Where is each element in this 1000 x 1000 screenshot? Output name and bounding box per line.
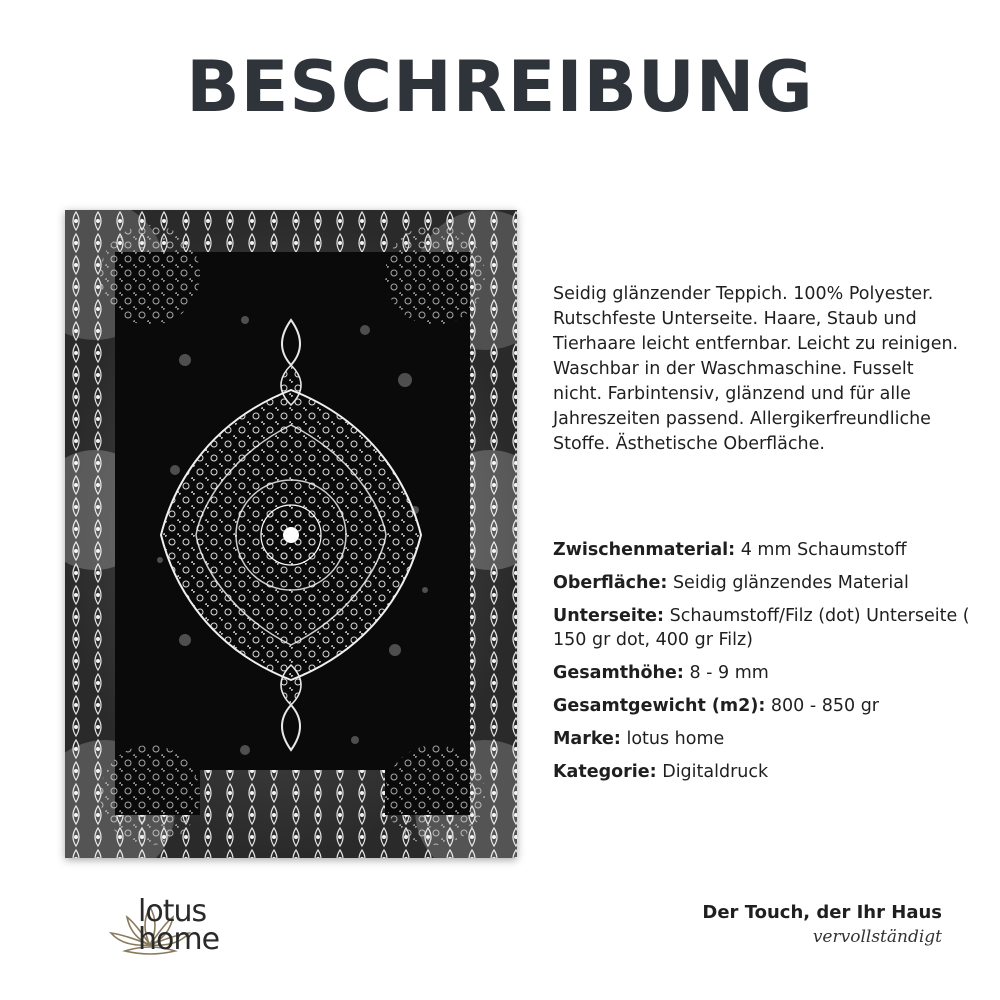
brand-line-2: home bbox=[138, 922, 220, 957]
spec-value: Seidig glänzendes Material bbox=[667, 573, 909, 593]
tagline-main: Der Touch, der Ihr Haus bbox=[702, 902, 942, 923]
spec-value: 800 - 850 gr bbox=[765, 696, 880, 716]
spec-value: 8 - 9 mm bbox=[683, 663, 769, 683]
spec-item bbox=[553, 760, 973, 784]
spec-value: lotus home bbox=[620, 729, 725, 749]
spec-item bbox=[553, 727, 973, 751]
brand-logo-text bbox=[138, 894, 220, 957]
product-description: Seidig glänzender Teppich. 100% Polyester. Rutschfeste Unterseite. Haare, Staub und Tierhaare leicht entfernbar. Leicht zu reinigen. Waschbar in der Waschmaschine. Fusselt nicht. Farbintensiv, glänzend und für alle Jahreszeiten passend. Allergikerfreundliche Stoffe. Ästhetische Oberfläche. bbox=[553, 284, 959, 454]
rug-pattern-graphic bbox=[65, 210, 517, 858]
spec-value: Schaumstoff/Filz (dot) Unterseite ( 150 gr dot, 400 gr Filz) bbox=[553, 606, 970, 650]
spec-value: 4 mm Schaumstoff bbox=[735, 540, 907, 560]
spec-label: Unterseite: bbox=[553, 606, 665, 626]
tagline-sub: vervollständigt bbox=[812, 927, 942, 947]
tagline bbox=[702, 902, 942, 947]
spec-item bbox=[553, 694, 973, 718]
page-title: BESCHREIBUNG bbox=[186, 46, 814, 128]
spec-list bbox=[553, 538, 973, 793]
spec-label: Zwischenmaterial: bbox=[553, 540, 736, 560]
spec-value: Digitaldruck bbox=[656, 762, 769, 782]
spec-item bbox=[553, 538, 973, 562]
spec-label: Marke: bbox=[553, 729, 621, 749]
spec-label: Gesamtgewicht (m2): bbox=[553, 696, 766, 716]
rug-product-image bbox=[65, 210, 517, 858]
spec-item bbox=[553, 604, 973, 652]
spec-label: Gesamthöhe: bbox=[553, 663, 684, 683]
spec-item bbox=[553, 571, 973, 595]
spec-item bbox=[553, 661, 973, 685]
brand-line-1: lotus bbox=[138, 894, 207, 929]
spec-label: Oberfläche: bbox=[553, 573, 668, 593]
spec-label: Kategorie: bbox=[553, 762, 657, 782]
